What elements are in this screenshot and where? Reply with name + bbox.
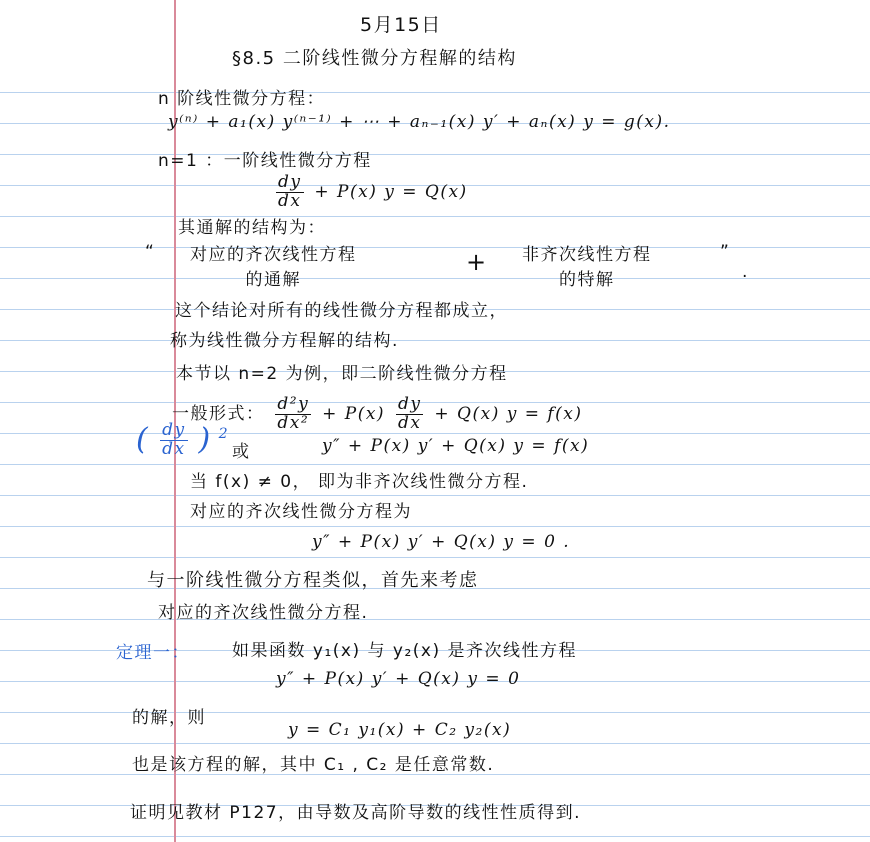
or-equation: y″ + P(x) y′ + Q(x) y = f(x)	[322, 436, 590, 456]
gf-mid: + P(x)	[322, 403, 386, 424]
side-note-den: dx	[162, 438, 186, 459]
quote-close: ”	[720, 242, 731, 262]
corresponding-homog: 对应的齐次线性微分方程为	[190, 502, 412, 522]
homog-general-line1: 对应的齐次线性方程	[190, 245, 357, 265]
gf-frac1-num: d²y	[277, 394, 310, 414]
when-nonzero: 当 f(x) ≠ 0， 即为非齐次线性微分方程.	[190, 472, 529, 492]
side-note-num: dy	[162, 420, 186, 440]
homog-general-line2: 的通解	[245, 270, 301, 290]
theorem-equation: y″ + P(x) y′ + Q(x) y = 0	[276, 669, 521, 689]
first-order-equation	[272, 174, 468, 211]
solution-then: 的解，则	[132, 708, 206, 728]
holds-for-all: 这个结论对所有的线性微分方程都成立，	[175, 301, 508, 321]
homog-equation: y″ + P(x) y′ + Q(x) y = 0 .	[312, 532, 571, 552]
first-order-fraction	[276, 174, 304, 211]
or-label: 或	[232, 442, 251, 462]
side-note-right-paren: )	[198, 422, 212, 458]
theorem-text: 如果函数 y₁(x) 与 y₂(x) 是齐次线性方程	[232, 641, 578, 661]
gf-frac2-den: dx	[397, 412, 422, 433]
gf-rest: + Q(x) y = f(x)	[434, 403, 583, 424]
consider-homog: 对应的齐次线性微分方程.	[158, 603, 369, 623]
nonhomog-particular-line1: 非齐次线性方程	[522, 245, 652, 265]
first-order-num: dy	[278, 172, 302, 192]
gf-fraction-2	[396, 396, 424, 433]
n-order-heading: n 阶线性微分方程：	[158, 89, 326, 109]
homog-general-block	[190, 240, 357, 290]
dot-mark: .	[742, 262, 749, 282]
side-note-exponent: 2	[218, 426, 230, 443]
this-section-example: 本节以 n=2 为例，即二阶线性微分方程	[176, 364, 508, 384]
proof-reference: 证明见教材 P127，由导数及高阶导数的线性性质得到.	[130, 803, 582, 823]
gf-frac2-num: dy	[397, 394, 422, 414]
combination: y = C₁ y₁(x) + C₂ y₂(x)	[288, 720, 512, 740]
quote-open: “	[145, 242, 156, 262]
nonhomog-particular-block	[522, 240, 652, 290]
date: 5月15日	[360, 14, 442, 36]
gf-frac1-den: dx²	[277, 412, 310, 433]
gf-fraction-1	[275, 396, 311, 433]
n1-heading: n=1 ：一阶线性微分方程	[158, 151, 372, 171]
also-solution: 也是该方程的解，其中 C₁ , C₂ 是任意常数.	[132, 755, 495, 775]
side-note	[136, 422, 229, 459]
plus-sign: +	[466, 248, 488, 276]
general-solution-structure: 其通解的结构为：	[178, 218, 326, 238]
general-form-label: 一般形式：	[172, 403, 265, 424]
similar-first-order: 与一阶线性微分方程类似，首先来考虑	[147, 570, 479, 591]
general-form-equation	[271, 394, 583, 433]
side-note-left-paren: (	[136, 422, 150, 458]
first-order-den: dx	[278, 190, 302, 211]
nonhomog-particular-line2: 的特解	[559, 270, 615, 290]
section-title: §8.5 二阶线性微分方程解的结构	[232, 48, 517, 69]
n-order-equation: y⁽ⁿ⁾ + a₁(x) y⁽ⁿ⁻¹⁾ + ⋯ + aₙ₋₁(x) y′ + aₙ(x) y = g(x).	[168, 112, 671, 132]
theorem-label: 定理一：	[116, 643, 190, 663]
side-note-fraction	[160, 422, 188, 459]
general-form-line	[172, 396, 583, 433]
called-structure: 称为线性微分方程解的结构.	[170, 331, 399, 351]
first-order-rest: + P(x) y = Q(x)	[314, 181, 468, 202]
